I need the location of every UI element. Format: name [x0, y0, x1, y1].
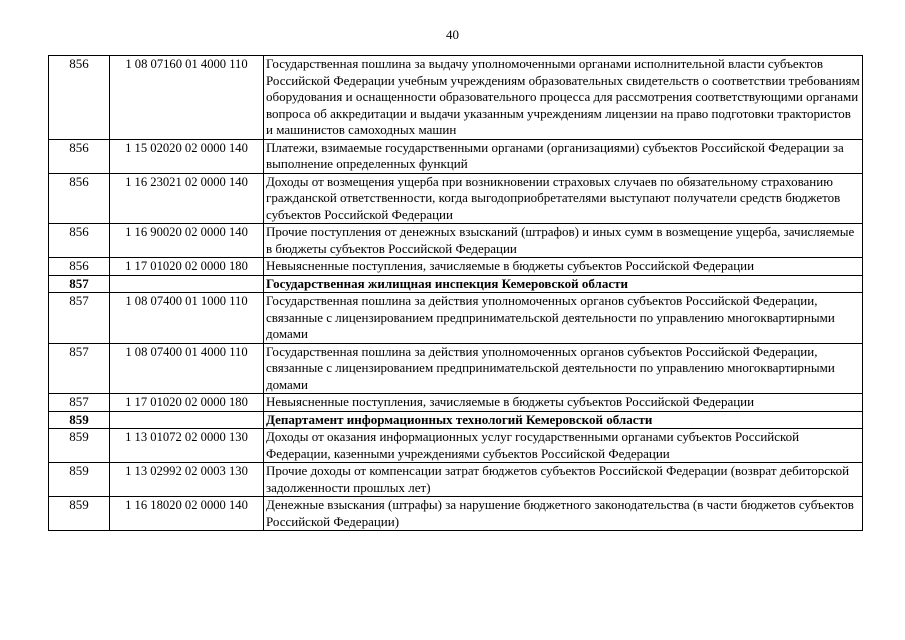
admin-code-cell: 857: [49, 275, 110, 293]
admin-code-cell: 856: [49, 139, 110, 173]
table-row: [49, 258, 863, 276]
revenue-name-cell: Невыясненные поступления, зачисляемые в бюджеты субъектов Российской Федерации: [264, 258, 863, 276]
table-row: [49, 394, 863, 412]
revenue-code-cell: 1 16 90020 02 0000 140: [110, 224, 264, 258]
administrator-name-cell: Государственная жилищная инспекция Кемеровской области: [264, 275, 863, 293]
revenue-name-cell: Доходы от возмещения ущерба при возникновении страховых случаев по обязательному страхованию гражданской ответственности, когда выгодоприобретателями выступают получатели средств бюджетов субъектов Российской Федерации: [264, 173, 863, 224]
admin-code-cell: 856: [49, 224, 110, 258]
revenue-name-cell: Платежи, взимаемые государственными органами (организациями) субъектов Российской Федерации за выполнение определенных функций: [264, 139, 863, 173]
revenue-name-cell: Государственная пошлина за действия уполномоченных органов субъектов Российской Федерации, связанные с лицензированием предпринимательской деятельности по управлению многоквартирными домами: [264, 343, 863, 394]
revenue-code-cell: 1 15 02020 02 0000 140: [110, 139, 264, 173]
admin-code-cell: 857: [49, 343, 110, 394]
revenue-code-cell: 1 17 01020 02 0000 180: [110, 394, 264, 412]
admin-code-cell: 856: [49, 173, 110, 224]
admin-code-cell: 859: [49, 463, 110, 497]
revenue-code-cell: 1 17 01020 02 0000 180: [110, 258, 264, 276]
revenue-code-cell: 1 13 02992 02 0003 130: [110, 463, 264, 497]
table-row: [49, 139, 863, 173]
revenue-code-cell: 1 08 07400 01 1000 110: [110, 293, 264, 344]
revenue-name-cell: Доходы от оказания информационных услуг государственными органами субъектов Российской Федерации, казенными учреждениями субъектов Российской Федерации: [264, 429, 863, 463]
admin-code-cell: 859: [49, 411, 110, 429]
revenue-name-cell: Денежные взыскания (штрафы) за нарушение бюджетного законодательства (в части бюджетов субъектов Российской Федерации): [264, 497, 863, 531]
revenue-code-cell: 1 16 18020 02 0000 140: [110, 497, 264, 531]
table-row: [49, 429, 863, 463]
admin-code-cell: 856: [49, 258, 110, 276]
budget-codes-table: [48, 55, 863, 531]
revenue-code-cell: 1 08 07160 01 4000 110: [110, 56, 264, 140]
admin-code-cell: 856: [49, 56, 110, 140]
revenue-name-cell: Государственная пошлина за выдачу уполномоченными органами исполнительной власти субъектов Российской Федерации учебным учреждениям образовательных свидетельств о соответствии требованиям оборудования и оснащенности образовательного процесса для рассмотрения соответствующими органами вопроса об аккредитации и выдачи указанным учреждениям лицензии на право подготовки трактористов и машинистов самоходных машин: [264, 56, 863, 140]
table-row: [49, 173, 863, 224]
admin-code-cell: 857: [49, 293, 110, 344]
administrator-name-cell: Департамент информационных технологий Кемеровской области: [264, 411, 863, 429]
table-row: [49, 224, 863, 258]
revenue-code-cell: 1 16 23021 02 0000 140: [110, 173, 264, 224]
revenue-code-cell: [110, 275, 264, 293]
revenue-name-cell: Прочие доходы от компенсации затрат бюджетов субъектов Российской Федерации (возврат дебиторской задолженности прошлых лет): [264, 463, 863, 497]
section-header-row: [49, 275, 863, 293]
table-row: [49, 463, 863, 497]
table-row: [49, 56, 863, 140]
revenue-code-cell: [110, 411, 264, 429]
page-number: 40: [446, 27, 459, 42]
admin-code-cell: 859: [49, 497, 110, 531]
table-row: [49, 497, 863, 531]
revenue-name-cell: Государственная пошлина за действия уполномоченных органов субъектов Российской Федерации, связанные с лицензированием предпринимательской деятельности по управлению многоквартирными домами: [264, 293, 863, 344]
table-row: [49, 343, 863, 394]
revenue-name-cell: Прочие поступления от денежных взысканий (штрафов) и иных сумм в возмещение ущерба, зачисляемые в бюджеты субъектов Российской Федерации: [264, 224, 863, 258]
revenue-code-cell: 1 13 01072 02 0000 130: [110, 429, 264, 463]
admin-code-cell: 859: [49, 429, 110, 463]
revenue-code-cell: 1 08 07400 01 4000 110: [110, 343, 264, 394]
section-header-row: [49, 411, 863, 429]
table-body: [49, 56, 863, 531]
revenue-name-cell: Невыясненные поступления, зачисляемые в бюджеты субъектов Российской Федерации: [264, 394, 863, 412]
admin-code-cell: 857: [49, 394, 110, 412]
table-row: [49, 293, 863, 344]
